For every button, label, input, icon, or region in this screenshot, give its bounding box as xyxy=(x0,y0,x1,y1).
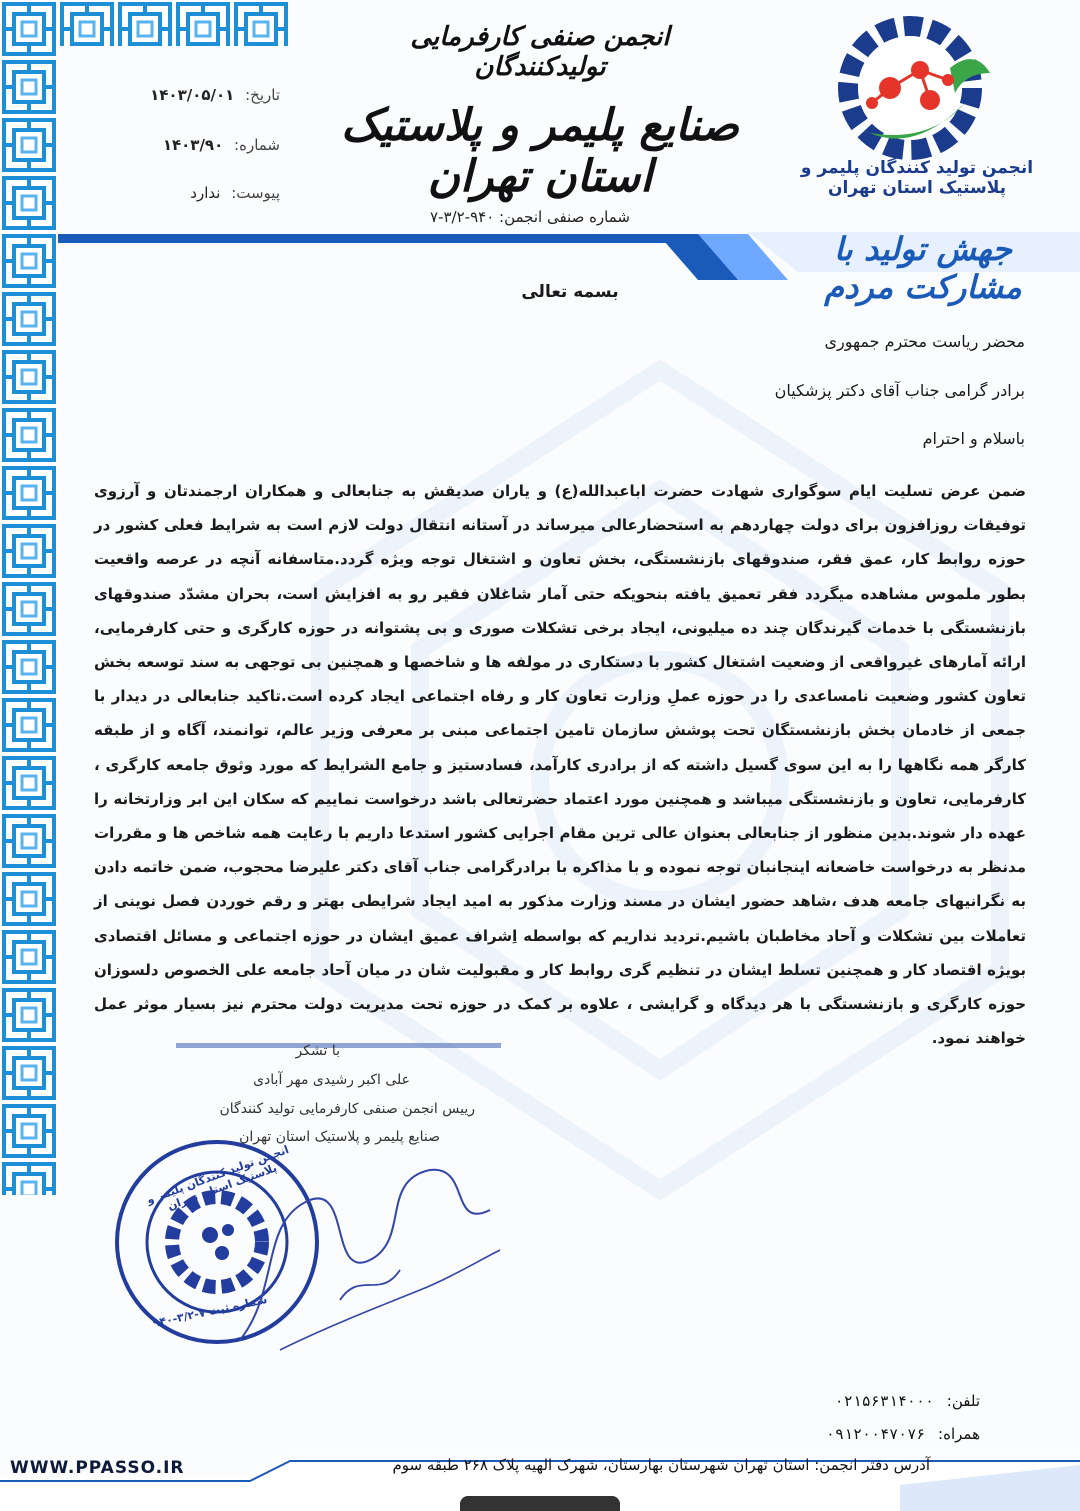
addressee-line1: محضر ریاست محترم جمهوری xyxy=(824,332,1025,351)
top-corner-pattern xyxy=(58,0,288,46)
number-value: ۱۴۰۳/۹۰ xyxy=(162,136,224,154)
logo-caption: انجمن تولید کنندگان پلیمر و پلاستیک استان تهران xyxy=(800,158,1034,198)
home-indicator[interactable] xyxy=(460,1496,620,1511)
website-url: WWW.PPASSO.IR xyxy=(10,1458,185,1478)
date-value: ۱۴۰۳/۰۵/۰۱ xyxy=(150,86,235,104)
thanks-text: با تشکر xyxy=(295,1043,340,1059)
registration-number: شماره صنفی انجمن: ۹۴۰-۳/۲-۷ xyxy=(430,208,630,226)
number-label: شماره: xyxy=(234,136,280,154)
association-name-line1: انجمن صنفی کارفرمایی تولیدکنندگان xyxy=(410,22,670,82)
signer-title1: رییس انجمن صنفی کارفرمایی تولید کنندگان xyxy=(219,1101,475,1117)
date-field xyxy=(120,86,280,104)
stamp-text: انجمن تولید کنندگان پلیمر و پلاستیک استان تهران xyxy=(144,1143,291,1213)
addressee-line2: برادر گرامی جناب آقای دکتر پزشکیان xyxy=(774,381,1025,400)
greeting: باسلام و احترام xyxy=(922,429,1025,448)
office-address: آدرس دفتر انجمن: استان تهران شهرستان بهارستان، شهرک الهیه پلاک ۲۶۸ طبقه سوم xyxy=(392,1456,930,1474)
slogan: جهش تولید با مشارکت مردم xyxy=(824,230,1022,306)
phone-label: تلفن: xyxy=(946,1392,980,1410)
mobile-value: ۰۹۱۲۰۰۴۷۰۷۶ xyxy=(825,1425,926,1443)
phone-line xyxy=(835,1392,980,1410)
bismillah-heading: بسمه تعالی xyxy=(521,282,619,302)
attachment-label: پیوست: xyxy=(231,184,280,202)
handwritten-signature xyxy=(220,1140,520,1370)
number-field xyxy=(120,136,280,154)
attachment-value: ندارد xyxy=(190,184,221,202)
stamp-number: شماره ثبت ۷-۳/۲-۹۴۰ xyxy=(151,1293,269,1330)
association-name-line2: صنایع پلیمر و پلاستیک استان تهران xyxy=(340,100,740,202)
date-label: تاریخ: xyxy=(245,86,280,104)
decorative-border xyxy=(0,0,58,1195)
mobile-label: همراه: xyxy=(938,1425,980,1443)
letter-body: ضمن عرض تسلیت ایام سوگواری شهادت حضرت اباعبدالله(ع) و یاران صدیقش به جنابعالی و همکاران ارجمندتان و آرزوی توفیقات روزافزون برای دولت چهاردهم به استحضارعالی میرساند در آستانه انتقال دولت لازم است به شرایط فعلی کشور در حوزه روابط کار، عمق فقر، صندوقهای بازنشستگی، بخش تعاون و اشتغال توجه ویژه گردد.متاسفانه آنچه در عرصه واقعیت بطور ملموس مشاهده میگردد فقر تعمیق یافته بنحویکه حتی آمار شاغلان فقیر رو به افزایش است، بحران مشدّد صندوقهای بازنشستگی با خدمات گیرندگان چند ده میلیونی، ایجاد برخی تشکلات صوری و بی پشتوانه در حوزه کارگری و حتی کارفرمایی، ارائه آمارهای غیرواقعی از وضعیت اشتغال کشور با دستکاری در مولفه ها و شاخصها و همچنین بی توجهی به سند توسعه بخش تعاون کشور وضعیت نامساعدی را در حوزه عملِ وزارت تعاون کار و رفاه اجتماعی ایجاد کرده است.تاکید جنابعالی در دیدار با جمعی از خادمان بخش بازنشستگان تحت پوشش سازمان تامین اجتماعی مبنی بر معرفی وزیر عالم، توانمند، آگاه و از طبقه کارگر همه نگاهها را به این سوی گسیل داشته که از برادری کارآمد، فسادستیز و جامع الشرایط که مورد وثوق جامعه کارگری ، کارفرمایی، تعاون و بازنشستگی میباشد و همچنین مورد اعتماد حضرتعالی باشد درخواست نماییم که سکان این ابر وزارتخانه را عهده دار شوند.بدین منظور از جنابعالی بعنوان عالی ترین مقام اجرایی کشور استدعا داریم با رعایت همه شاخص ها و مقررات مدنظر به درخواست خاضعانه اینجانبان توجه نموده و با مذاکره با برادرگرامی جناب آقای دکتر علیرضا محجوب، ضمن خاتمه دادن به نگرانیهای جامعه هدف ،شاهد حضور ایشان در مسند وزارت مذکور به امید ایجاد شرایطی بهتر و رقم خوردن فصل نوینی از تعاملات بین تشکلات و آحاد مخاطبان باشیم.تردید نداریم که بواسطه اِشراف عمیق ایشان در حوزه اجتماعی و مسائل اقتصادی بویژه اقتصاد کار و همچنین تسلط ایشان در تنظیم گری روابط کار و مقبولیت شان در میان آحاد جامعه علی الخصوص دلسوزان حوزه کارگری و بازنشستگی با هر دیدگاه و گرایشی ، علاوه بر کمک در حوزه تحت مدیریت دولت محترم نیز بسیار موثر عمل خواهند نمود. xyxy=(94,482,1026,1048)
phone-value: ۰۲۱۵۶۳۱۴۰۰۰ xyxy=(834,1392,935,1410)
signer-title2: صنایع پلیمر و پلاستیک استان تهران xyxy=(239,1129,440,1145)
mobile-line xyxy=(826,1425,980,1443)
attachment-field xyxy=(120,184,280,202)
signer-name: علی اکبر رشیدی مهر آبادی xyxy=(253,1072,410,1088)
